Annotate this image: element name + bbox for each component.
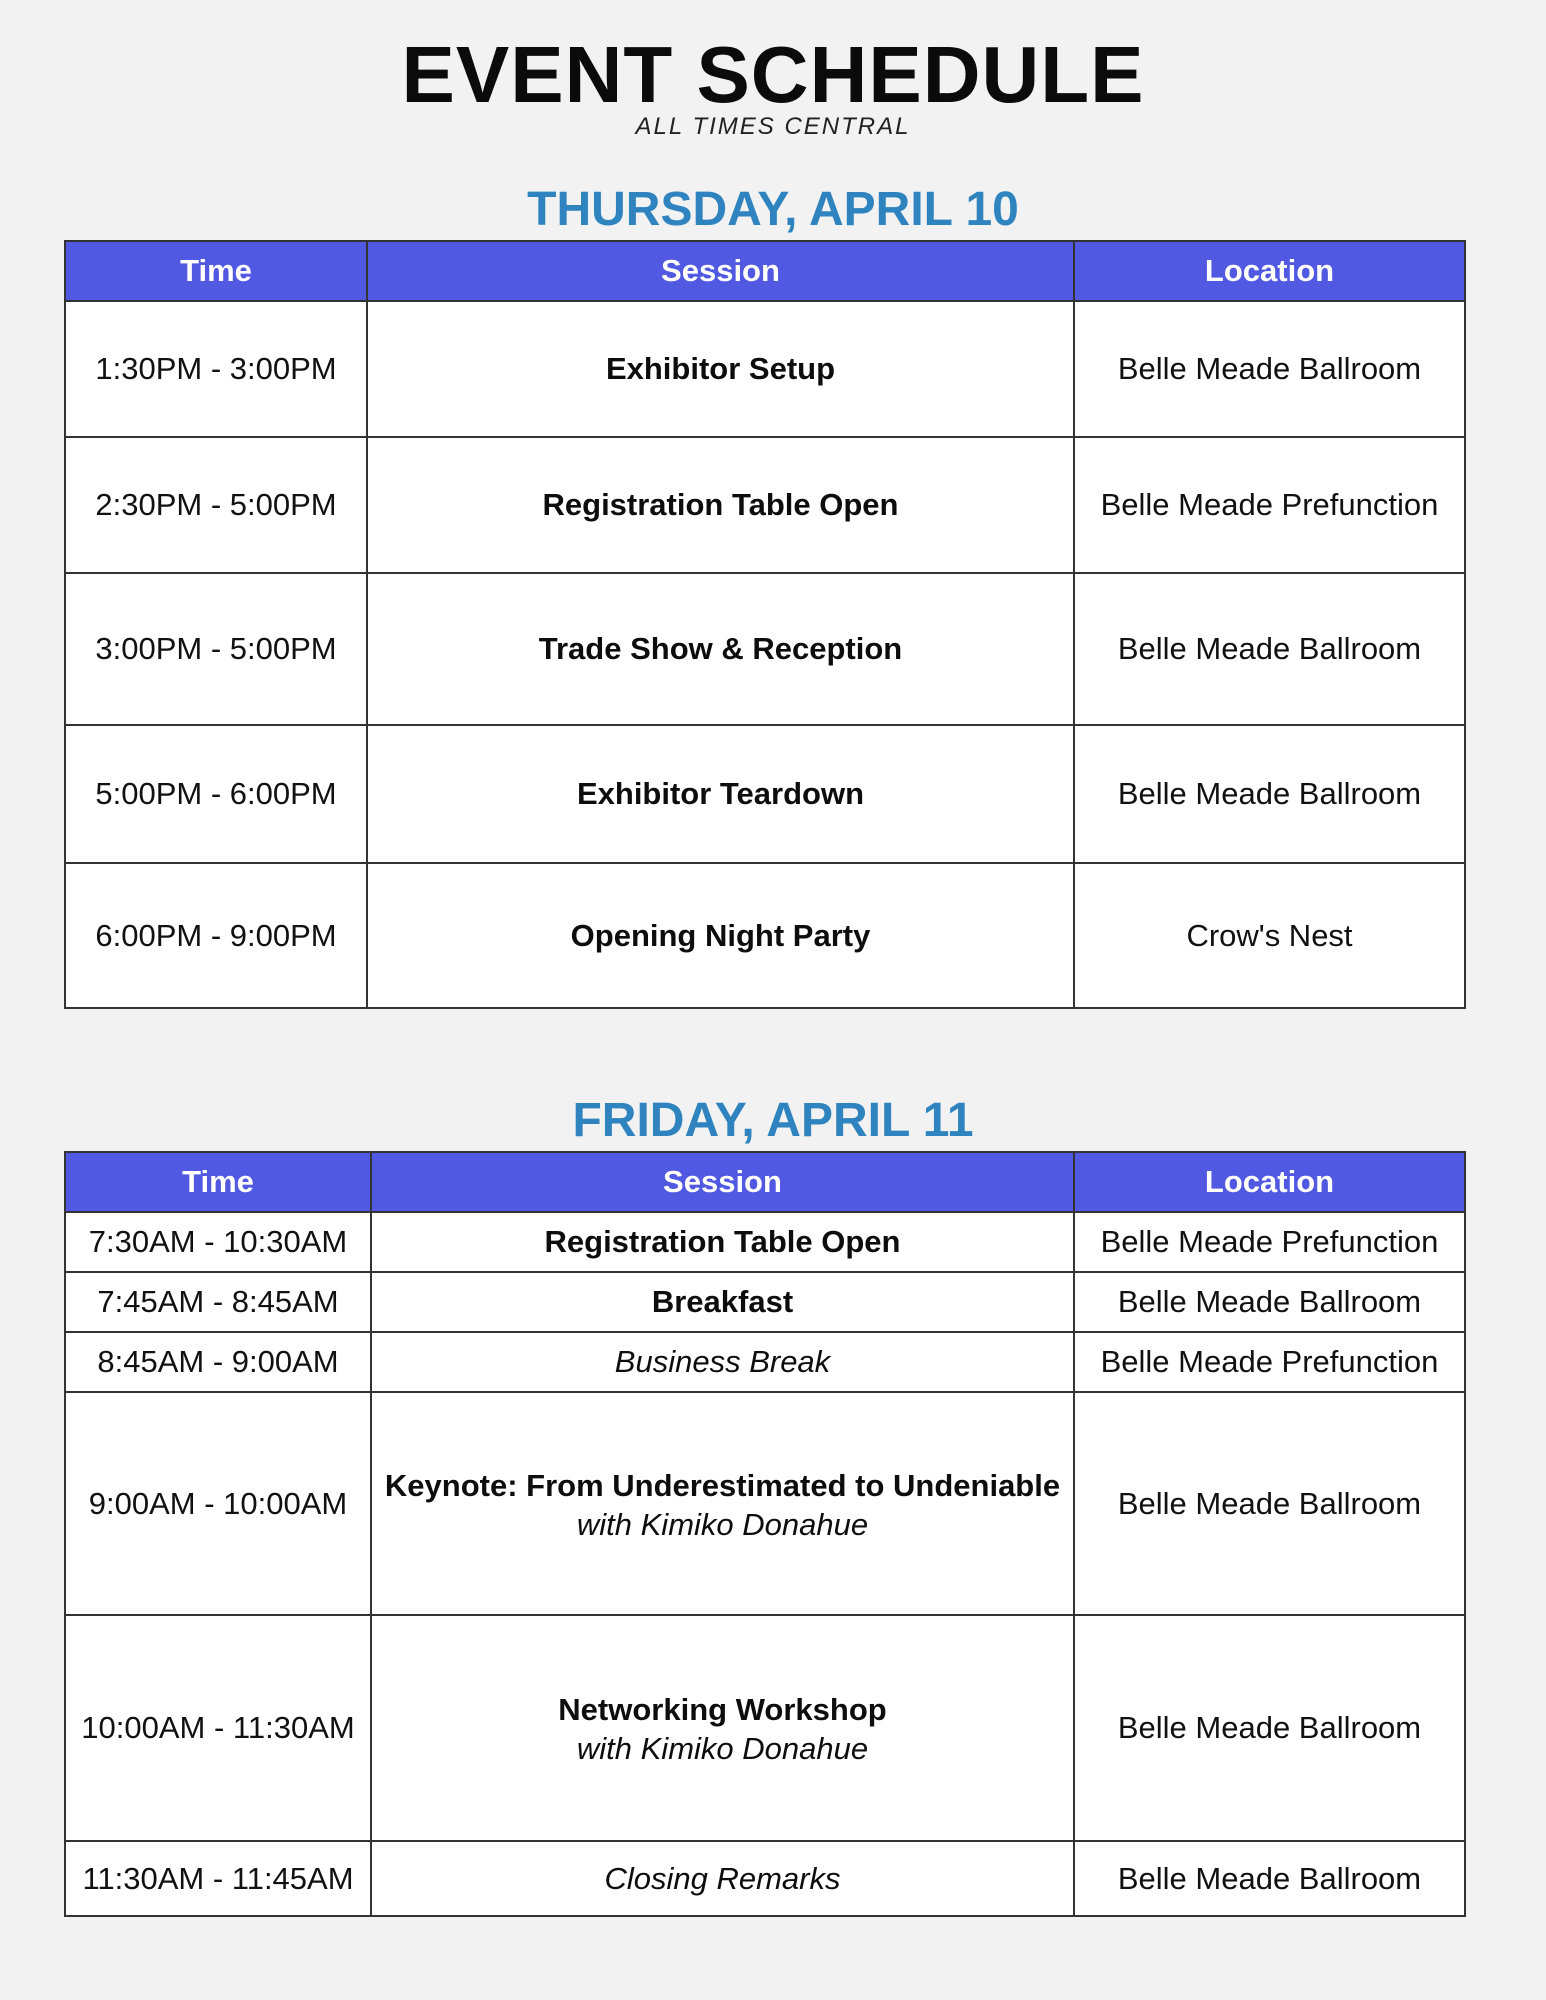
session-title: Networking Workshop bbox=[558, 1692, 887, 1727]
session-speaker: with Kimiko Donahue bbox=[576, 1731, 869, 1766]
table-row bbox=[65, 725, 1465, 863]
table-row bbox=[65, 301, 1465, 437]
column-header-session: Session bbox=[371, 1152, 1074, 1212]
time-cell: 3:00PM - 5:00PM bbox=[65, 573, 367, 725]
schedule-table-thursday bbox=[64, 240, 1466, 1009]
session-cell: Closing Remarks bbox=[371, 1841, 1074, 1916]
column-header-location: Location bbox=[1074, 1152, 1465, 1212]
session-speaker: with Kimiko Donahue bbox=[576, 1506, 869, 1542]
column-header-session: Session bbox=[367, 241, 1074, 301]
time-cell: 5:00PM - 6:00PM bbox=[65, 725, 367, 863]
location-cell: Belle Meade Prefunction bbox=[1074, 437, 1465, 573]
table-row bbox=[65, 1392, 1465, 1615]
table-row bbox=[65, 1615, 1465, 1841]
time-cell: 9:00AM - 10:00AM bbox=[65, 1392, 371, 1615]
page-title: EVENT SCHEDULE bbox=[401, 30, 1145, 119]
session-cell: Opening Night Party bbox=[367, 863, 1074, 1008]
table-header-row bbox=[65, 1152, 1465, 1212]
schedule-table-friday bbox=[64, 1151, 1466, 1917]
location-cell: Belle Meade Ballroom bbox=[1074, 1615, 1465, 1841]
location-cell: Belle Meade Ballroom bbox=[1074, 573, 1465, 725]
column-header-time: Time bbox=[65, 1152, 371, 1212]
location-cell: Belle Meade Ballroom bbox=[1074, 301, 1465, 437]
session-cell: Breakfast bbox=[371, 1272, 1074, 1332]
column-header-location: Location bbox=[1074, 241, 1465, 301]
location-cell: Crow's Nest bbox=[1074, 863, 1465, 1008]
table-row bbox=[65, 573, 1465, 725]
session-title: Keynote: From Underestimated to Undeniable bbox=[384, 1467, 1061, 1503]
location-cell: Belle Meade Ballroom bbox=[1074, 1392, 1465, 1615]
table-row bbox=[65, 437, 1465, 573]
location-cell: Belle Meade Prefunction bbox=[1074, 1332, 1465, 1392]
table-header-row bbox=[65, 241, 1465, 301]
time-cell: 1:30PM - 3:00PM bbox=[65, 301, 367, 437]
table-row bbox=[65, 1272, 1465, 1332]
location-cell: Belle Meade Ballroom bbox=[1074, 1272, 1465, 1332]
session-cell: Registration Table Open bbox=[367, 437, 1074, 573]
session-cell: Registration Table Open bbox=[371, 1212, 1074, 1272]
session-cell: Trade Show & Reception bbox=[367, 573, 1074, 725]
session-cell: Exhibitor Setup bbox=[367, 301, 1074, 437]
time-cell: 7:30AM - 10:30AM bbox=[65, 1212, 371, 1272]
location-cell: Belle Meade Ballroom bbox=[1074, 725, 1465, 863]
session-cell: Exhibitor Teardown bbox=[367, 725, 1074, 863]
day-heading-thursday: THURSDAY, APRIL 10 bbox=[527, 183, 1019, 236]
table-row bbox=[65, 1841, 1465, 1916]
column-header-time: Time bbox=[65, 241, 367, 301]
table-row bbox=[65, 1332, 1465, 1392]
table-row bbox=[65, 863, 1465, 1008]
session-cell bbox=[371, 1392, 1074, 1615]
time-cell: 8:45AM - 9:00AM bbox=[65, 1332, 371, 1392]
table-row bbox=[65, 1212, 1465, 1272]
time-cell: 11:30AM - 11:45AM bbox=[65, 1841, 371, 1916]
session-cell: Business Break bbox=[371, 1332, 1074, 1392]
day-heading-friday: FRIDAY, APRIL 11 bbox=[572, 1094, 974, 1147]
time-cell: 6:00PM - 9:00PM bbox=[65, 863, 367, 1008]
location-cell: Belle Meade Prefunction bbox=[1074, 1212, 1465, 1272]
location-cell: Belle Meade Ballroom bbox=[1074, 1841, 1465, 1916]
page-subtitle: ALL TIMES CENTRAL bbox=[635, 113, 911, 140]
time-cell: 10:00AM - 11:30AM bbox=[65, 1615, 371, 1841]
time-cell: 7:45AM - 8:45AM bbox=[65, 1272, 371, 1332]
session-cell bbox=[371, 1615, 1074, 1841]
time-cell: 2:30PM - 5:00PM bbox=[65, 437, 367, 573]
